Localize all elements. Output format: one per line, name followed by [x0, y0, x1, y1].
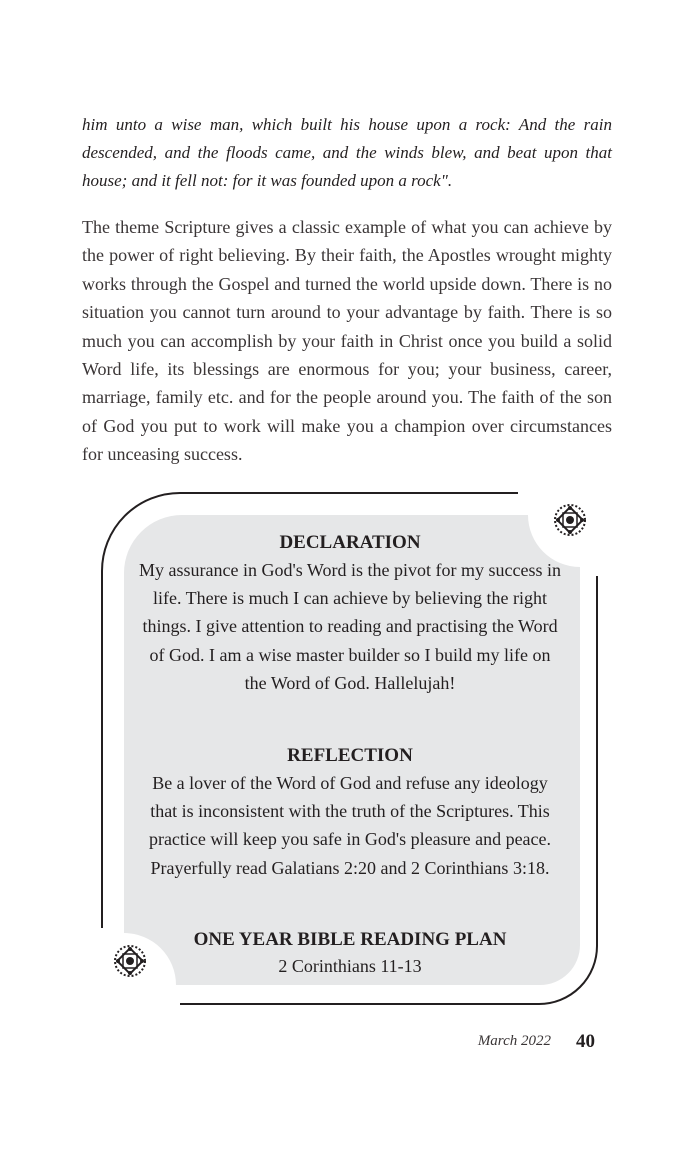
- reading-plan-section: [138, 927, 562, 979]
- reflection-text: Be a lover of the Word of God and refuse any ideology that is inconsistent with the truth of the Scriptures. This practice will keep you safe in God's pleasure and peace. Prayerfully read Galatians 2:20 and 2 Corinthians 3:18.: [148, 773, 552, 878]
- reflection-heading: REFLECTION: [287, 745, 413, 766]
- body-paragraph: The theme Scripture gives a classic example of what you can achieve by the power of right believing. By their faith, the Apostles wrought mighty works through the Gospel and turned the world upside down. There is no situation you cannot turn around to your advantage by faith. There is so much you can accomplish by your faith in Christ once you build a solid Word life, its blessings are enormous for you; your business, career, marriage, family etc. and for the people around you. The faith of the son of God you put to work will make you a champion over circumstances for unceasing success.: [82, 217, 612, 465]
- reading-plan-text: 2 Corinthians 11-13: [278, 956, 422, 976]
- declaration-text: My assurance in God's Word is the pivot for my success in life. There is much I can achieve by believing the right things. I give attention to reading and practising the Word of God. I am a wise master builder so I build my life on the Word of God. Hallelujah!: [139, 560, 561, 693]
- page-number: 40: [576, 1031, 595, 1052]
- declaration-section: [138, 530, 562, 697]
- reading-plan-heading: ONE YEAR BIBLE READING PLAN: [193, 929, 507, 950]
- scripture-quote: him unto a wise man, which built his house upon a rock: And the rain descended, and the floods came, and the winds blew, and beat upon that house; and it fell not: for it was founded upon a rock".: [82, 115, 612, 190]
- declaration-heading: DECLARATION: [279, 532, 421, 553]
- footer-month: March 2022: [477, 1033, 551, 1049]
- reflection-section: [138, 743, 562, 882]
